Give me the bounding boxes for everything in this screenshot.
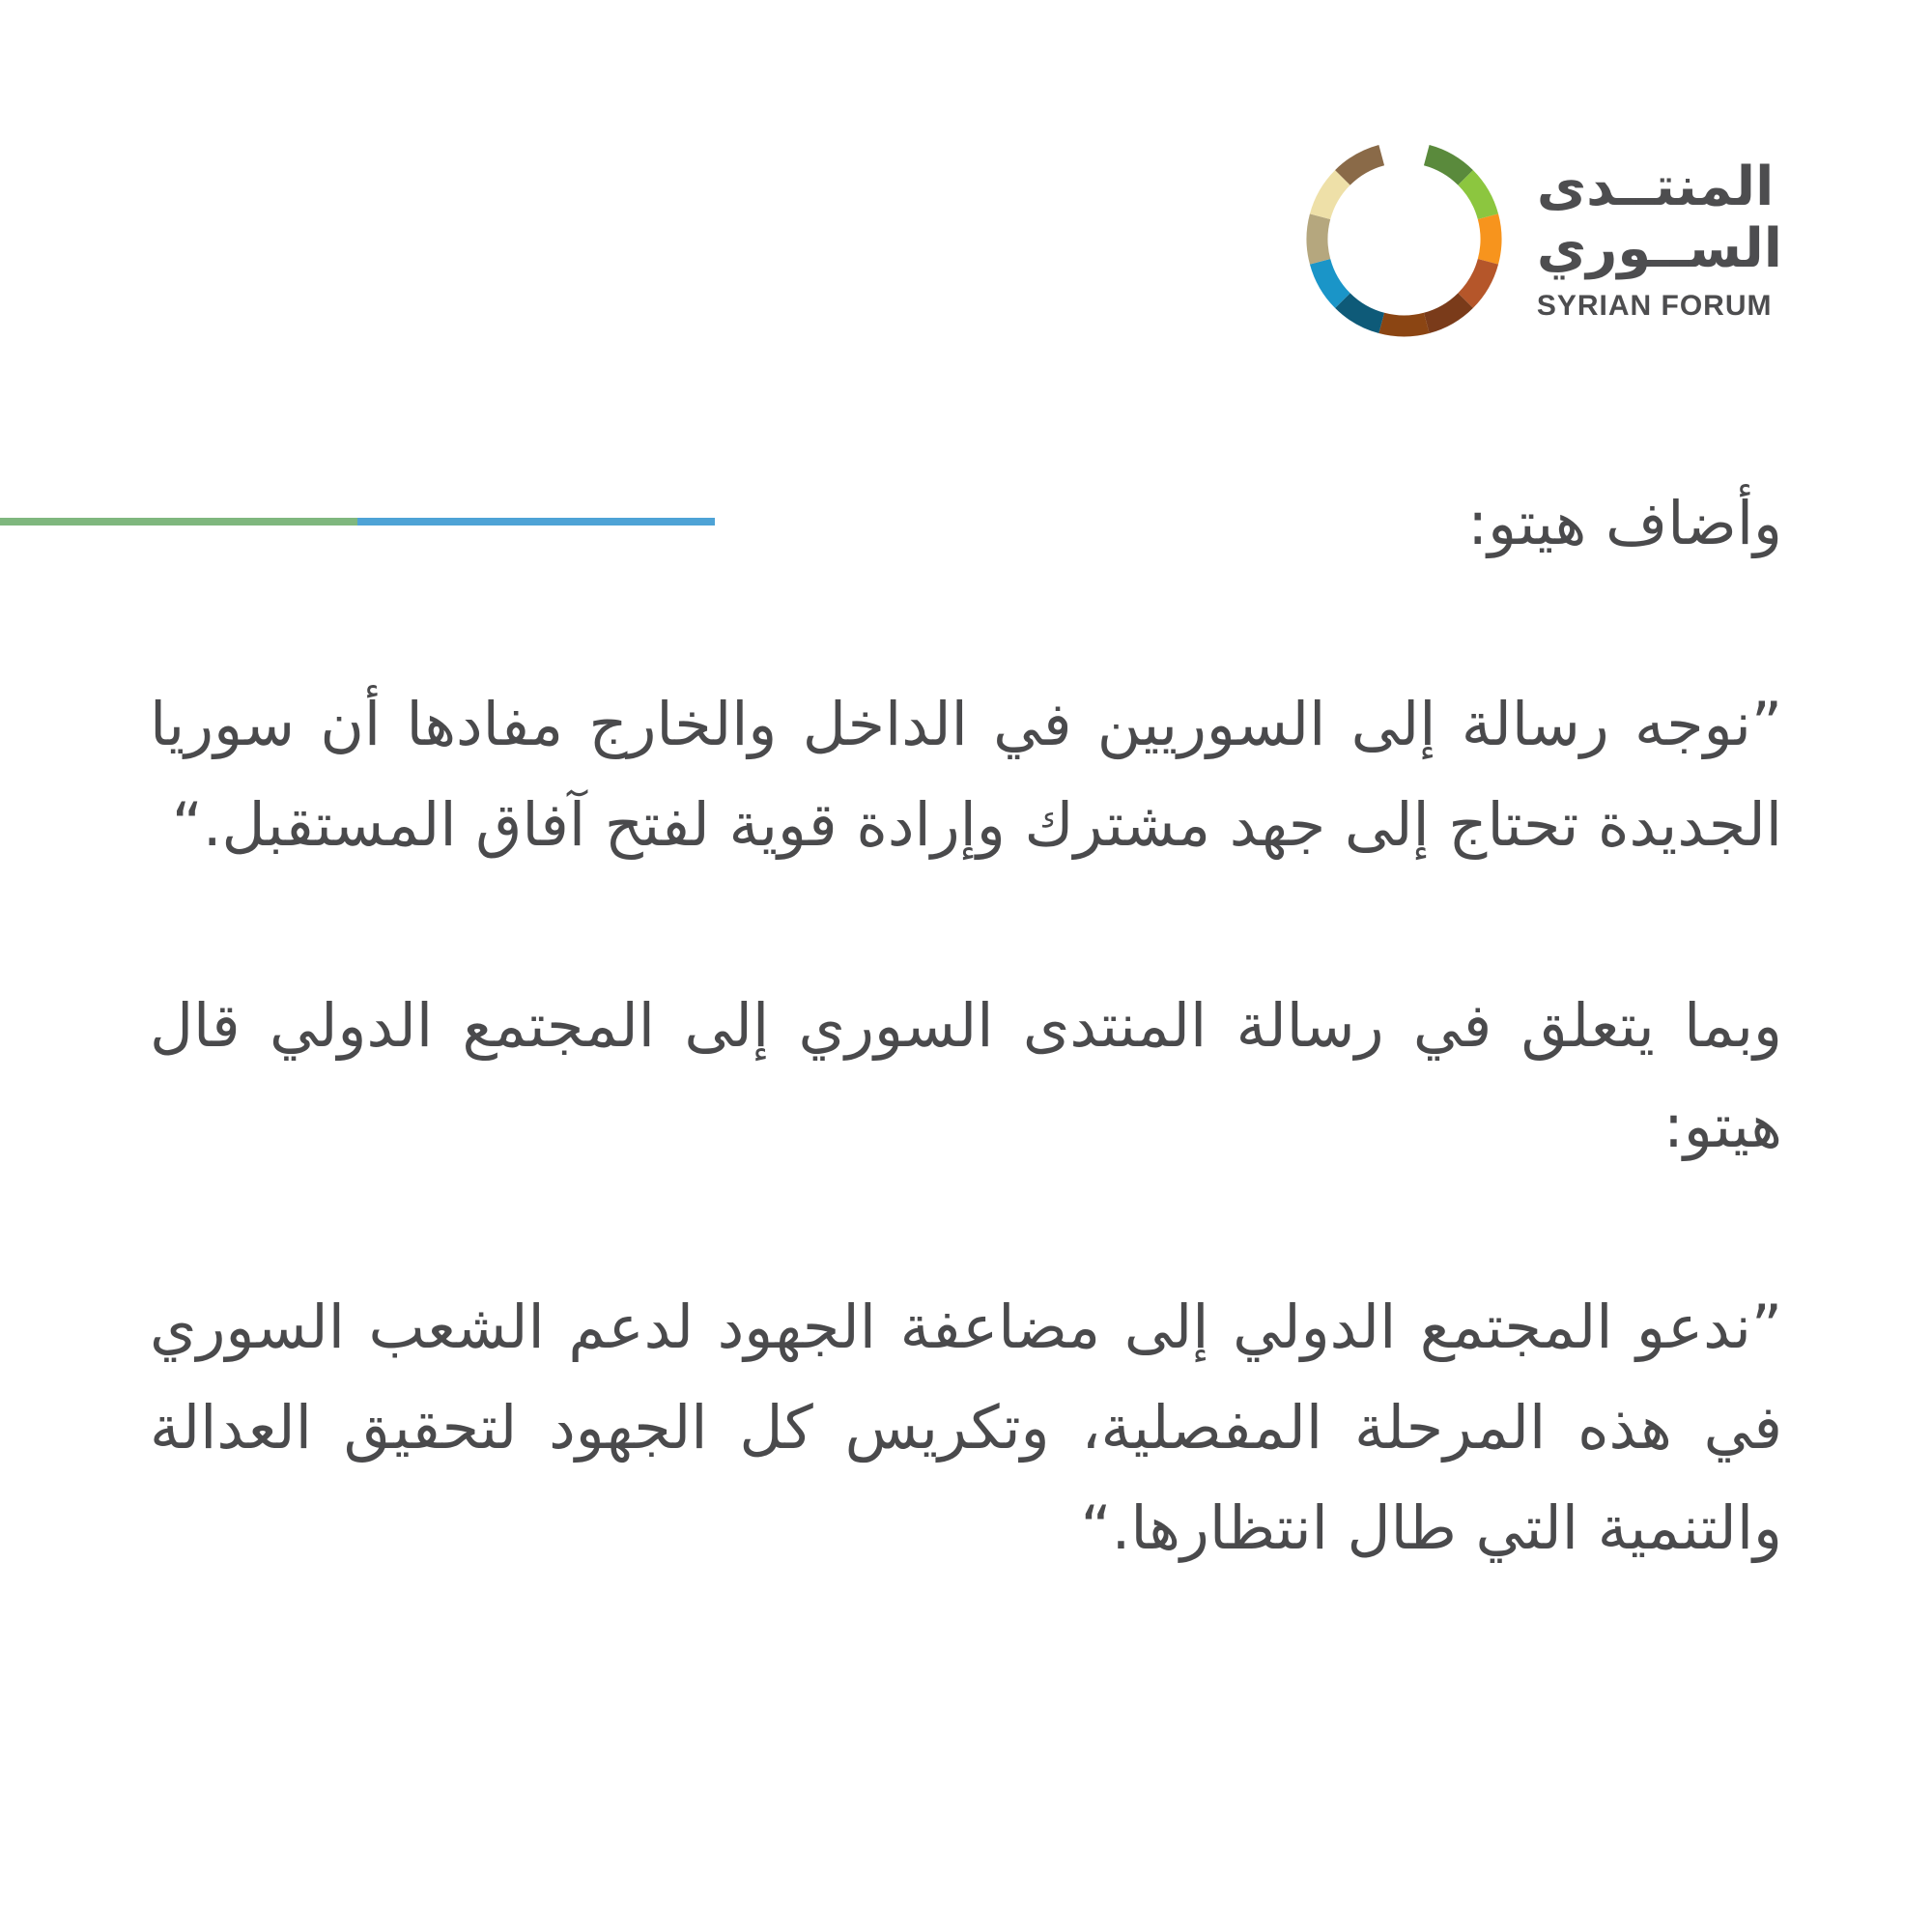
logo-ring-segment xyxy=(1427,300,1465,323)
logo-text xyxy=(1537,156,1782,323)
logo-ring-segment xyxy=(1488,216,1491,262)
logo-english-name: SYRIAN FORUM xyxy=(1536,289,1773,322)
logo-ring-segment xyxy=(1427,156,1465,178)
logo-ring-segment xyxy=(1343,156,1381,178)
paragraph-quote-2: ”ندعو المجتمع الدولي إلى مضاعفة الجهود لدعم الشعب السوري في هذه المرحلة المفصلية، وتكريس كل الجهود لتحقيق العدالة والتنمية التي طال انتظارها.“ xyxy=(150,1292,1782,1563)
article-body xyxy=(150,473,1782,1679)
logo-ring-segment xyxy=(1320,262,1342,300)
logo-ring-segment xyxy=(1320,178,1342,216)
logo-arabic-line-1: المنتــدى xyxy=(1536,155,1775,218)
syrian-forum-logo xyxy=(1300,135,1782,343)
logo-ring-segment xyxy=(1465,178,1488,216)
paragraph-transition: وبما يتعلق في رسالة المنتدى السوري إلى المجتمع الدولي قال هيتو: xyxy=(150,990,1782,1161)
logo-ring-icon xyxy=(1300,135,1508,343)
logo-ring-segment xyxy=(1381,323,1427,326)
logo-ring-segment xyxy=(1317,216,1320,262)
logo-arabic-line-2: الســوري xyxy=(1536,216,1782,280)
paragraph-quote-1: ”نوجه رسالة إلى السوريين في الداخل والخارج مفادها أن سوريا الجديدة تحتاج إلى جهد مشترك وإرادة قوية لفتح آفاق المستقبل.“ xyxy=(150,689,1782,860)
paragraph-intro: وأضاف هيتو: xyxy=(1467,488,1782,558)
logo-ring-segment xyxy=(1465,262,1488,300)
logo-ring-segment xyxy=(1343,300,1381,323)
